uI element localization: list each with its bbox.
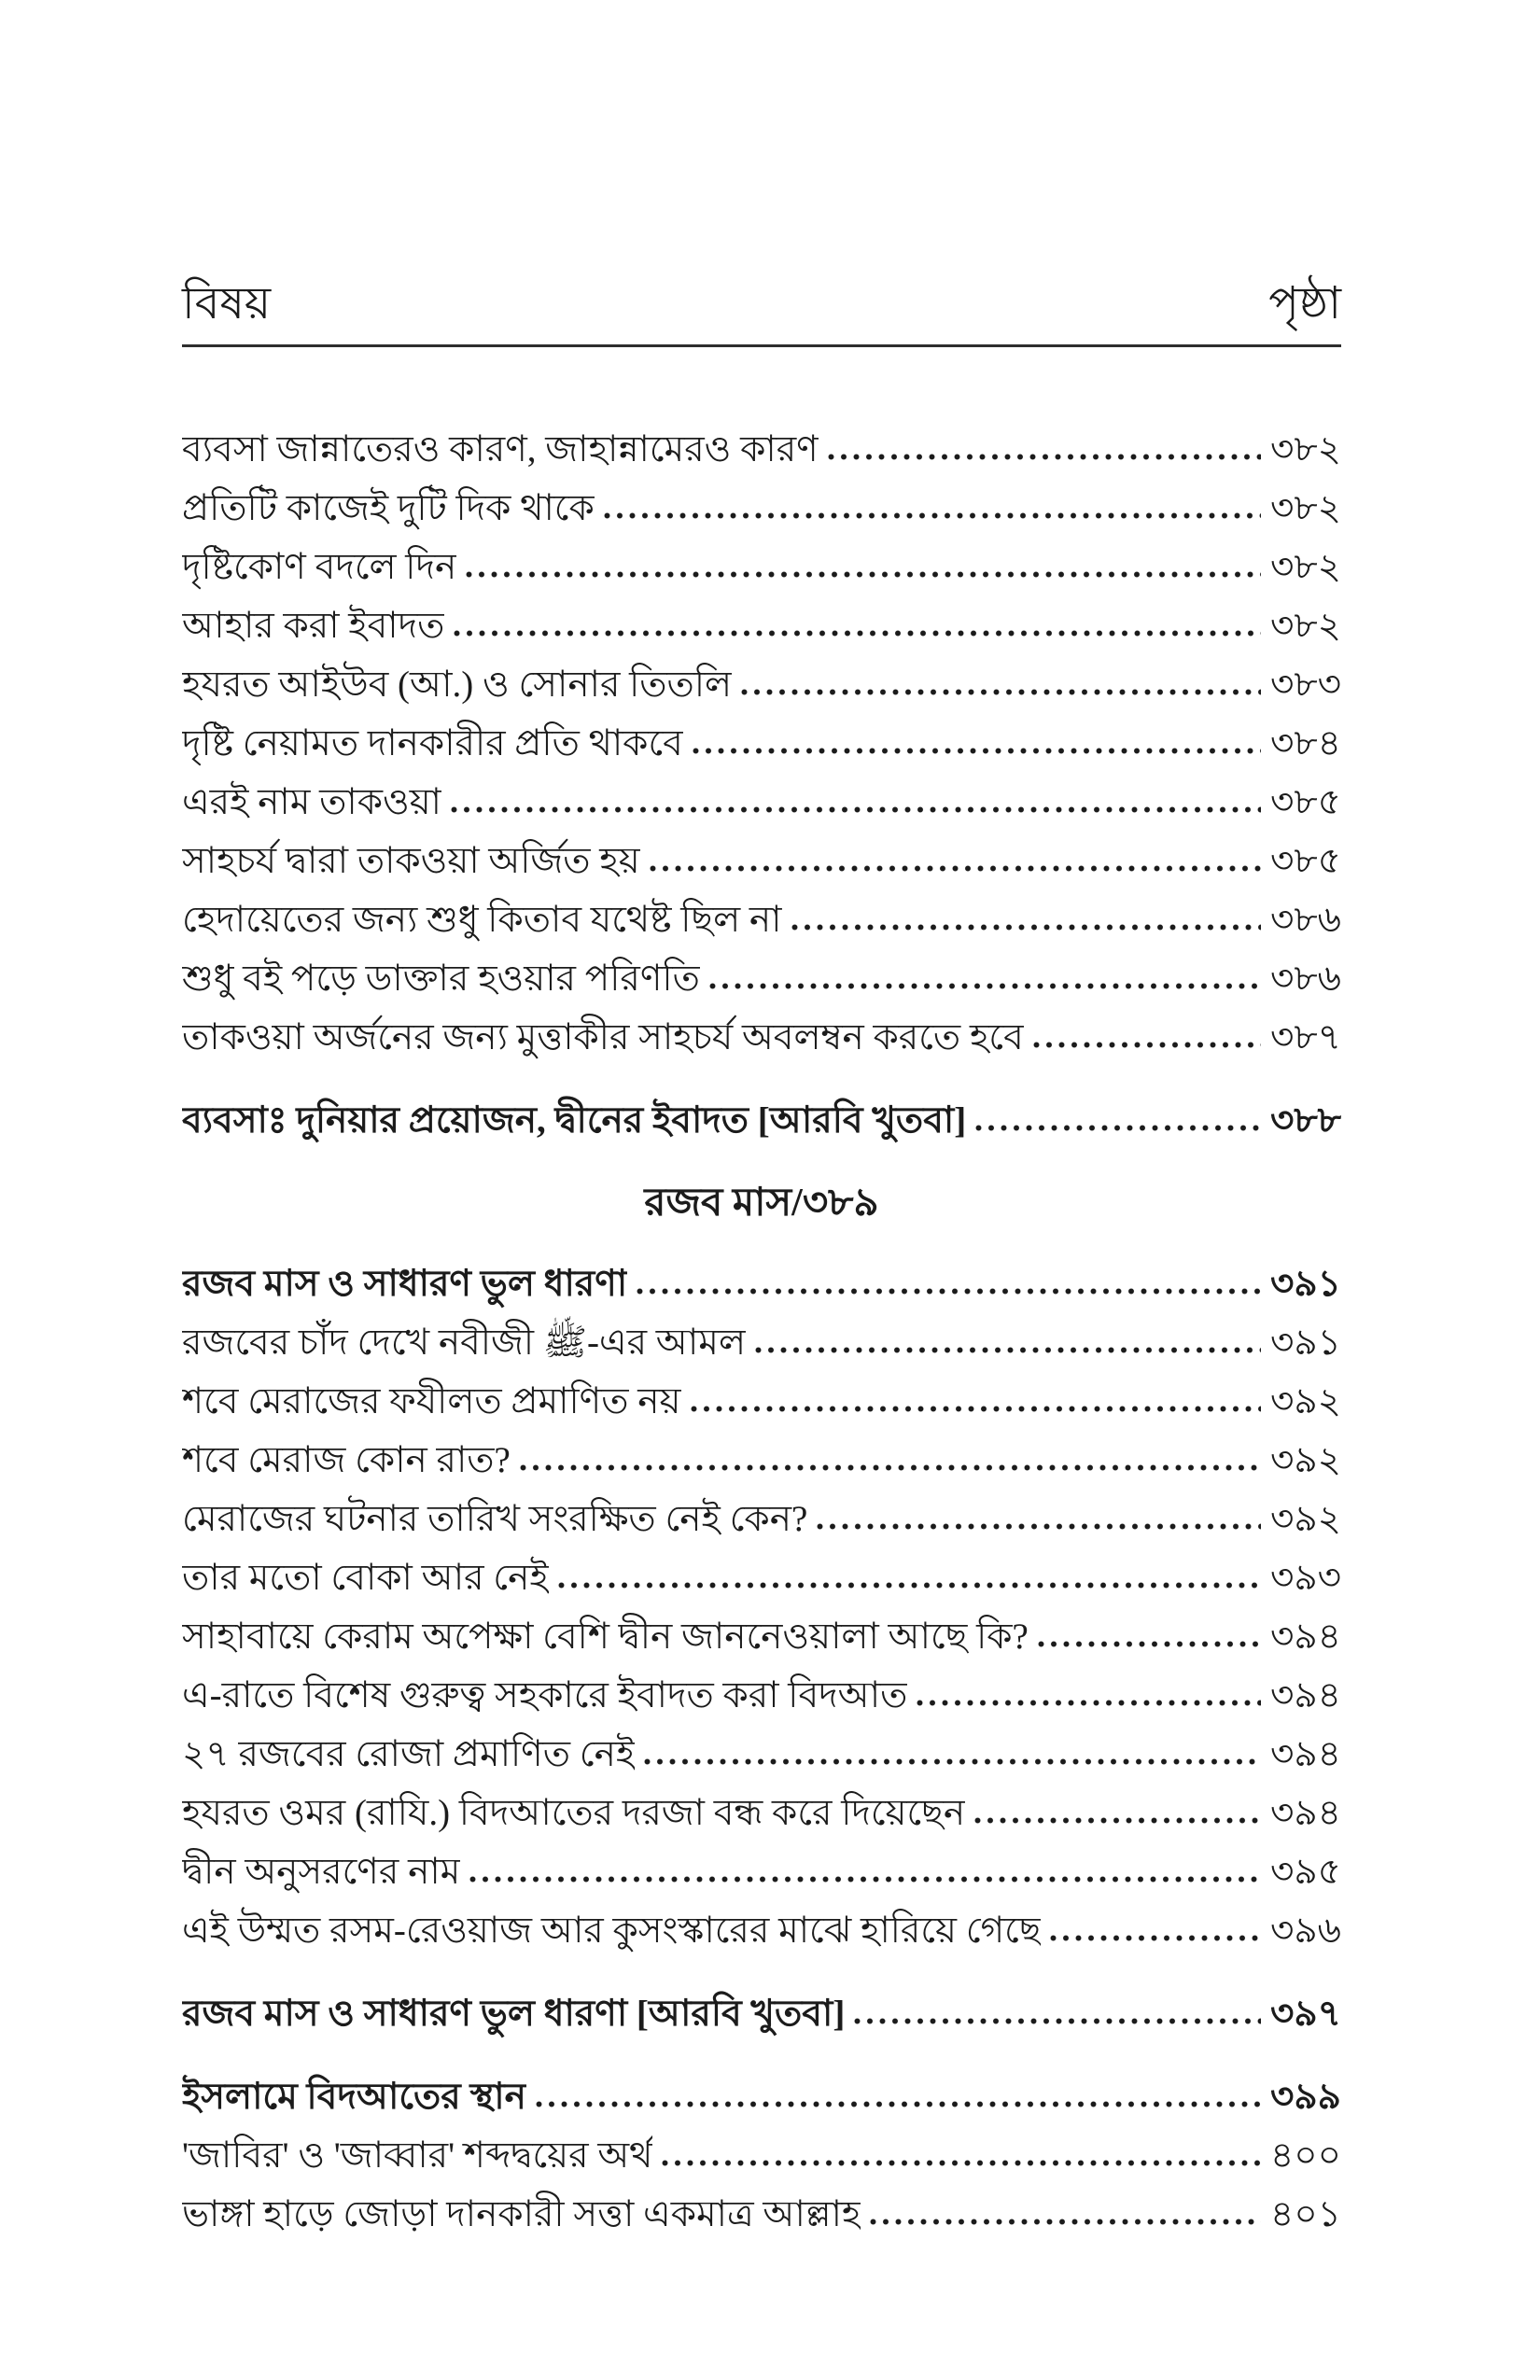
toc-entry-label: ইসলামে বিদআতের স্থান (182, 2076, 526, 2117)
dot-leader (1032, 1041, 1261, 1049)
toc-entry (182, 1254, 1341, 1313)
toc-entry-page: ৩৮৩ (1269, 664, 1341, 705)
toc-entry (182, 1431, 1341, 1490)
toc-entry-page: ৩৯২ (1269, 1439, 1341, 1480)
dot-leader (603, 511, 1261, 520)
toc-entry-page: ৩৯৫ (1270, 1851, 1341, 1892)
header-subject-label: বিষয় (182, 279, 272, 329)
toc-entry (182, 832, 1341, 890)
toc-entry-label: হযরত ওমর (রাযি.) বিদআতের দরজা বন্ধ করে দিয়েছেন (182, 1792, 966, 1833)
toc-entry-label: তার মতো বোকা আর নেই (182, 1557, 549, 1598)
toc-entry (182, 1984, 1341, 2043)
toc-entry-label: এই উম্মত রসম-রেওয়াজ আর কুসংস্কারের মাঝে হারিয়ে গেছে (182, 1910, 1042, 1951)
dot-leader (465, 570, 1261, 579)
toc-entry-page: ৩৯৪ (1270, 1792, 1341, 1833)
section-heading: রজব মাস/৩৮৯ (644, 1181, 879, 1225)
toc-entry (182, 479, 1341, 538)
toc-entry-page: ৩৯৪ (1270, 1616, 1341, 1657)
toc-entry-label: রজব মাস ও সাধারণ ভুল ধারণা [আরবি খুতবা] (182, 1993, 846, 2034)
toc-entry-label: আহার করা ইবাদত (182, 605, 445, 646)
dot-leader (1037, 1640, 1261, 1648)
toc-entry-label: হেদায়েতের জন্য শুধু কিতাব যথেষ্ট ছিল না (182, 899, 782, 940)
toc-entry (182, 1490, 1341, 1548)
toc-entry (182, 1842, 1341, 1901)
dot-leader (643, 1757, 1261, 1766)
toc-entry-page: ৪০০ (1269, 2135, 1341, 2176)
toc-entry (182, 2185, 1341, 2244)
toc-entry-page: ৩৮৬ (1269, 899, 1341, 940)
toc-entry (182, 1313, 1341, 1372)
dot-leader (453, 629, 1261, 637)
dot-leader (535, 2100, 1261, 2108)
toc-entry-label: মেরাজের ঘটনার তারিখ সংরক্ষিত নেই কেন? (182, 1498, 808, 1539)
toc-entry-page: ৩৮৫ (1270, 840, 1341, 881)
page-header (182, 280, 1341, 347)
toc-entry-label: শবে মেরাজ কোন রাত? (182, 1439, 511, 1480)
toc-entry-label: রজবের চাঁদ দেখে নবীজী ﷺ-এর আমল (182, 1322, 747, 1363)
toc-entry-label: শবে মেরাজের ফযীলত প্রমাণিত নয় (182, 1380, 681, 1421)
dot-leader (869, 2218, 1261, 2226)
dot-leader (973, 1816, 1261, 1825)
toc-entry-page: ৩৯১ (1270, 1322, 1341, 1363)
toc-entry-label: সাহচর্য দ্বারা তাকওয়া অর্জিত হয় (182, 840, 640, 881)
toc-entry-page: ৩৮৪ (1270, 722, 1341, 763)
dot-leader (690, 1405, 1261, 1413)
dot-leader (974, 1124, 1261, 1132)
toc-entry-page: ৩৮২ (1269, 605, 1341, 646)
toc-entry (182, 890, 1341, 949)
toc-entry (182, 1784, 1341, 1842)
toc-entry-page: ৩৯২ (1269, 1380, 1341, 1421)
dot-leader (649, 864, 1261, 873)
toc-entry-page: ৩৮৫ (1270, 781, 1341, 822)
dot-leader (916, 1699, 1261, 1707)
toc-entry-label: রজব মাস ও সাধারণ ভুল ধারণা (182, 1263, 628, 1304)
toc-entry (182, 2067, 1341, 2126)
toc-entry-label: এরই নাম তাকওয়া (182, 781, 441, 822)
toc-entry (182, 538, 1341, 596)
toc-entry (182, 596, 1341, 655)
toc-entry (182, 949, 1341, 1008)
toc-entry-page: ৩৮২ (1269, 428, 1341, 469)
toc-entry-page: ৩৮২ (1269, 546, 1341, 587)
toc-entry (182, 1725, 1341, 1784)
toc-entry (182, 1091, 1341, 1150)
toc-entry (182, 1607, 1341, 1666)
toc-entry-label: দৃষ্টি নেয়ামত দানকারীর প্রতি থাকবে (182, 722, 683, 763)
dot-leader (853, 2017, 1261, 2025)
dot-leader (450, 805, 1261, 814)
toc-entry-page: ৩৯১ (1270, 1263, 1341, 1304)
dot-leader (557, 1581, 1261, 1589)
toc-entry (182, 1548, 1341, 1607)
toc-entry-label: হযরত আইউব (আ.) ও সোনার তিতলি (182, 664, 733, 705)
toc-entry-page: ৩৮৭ (1269, 1016, 1341, 1057)
toc-entry (182, 2126, 1341, 2185)
toc-entry (182, 420, 1341, 479)
toc-entry (182, 1008, 1341, 1067)
dot-leader (708, 982, 1261, 990)
header-page-label: পৃষ্ঠা (1268, 279, 1341, 329)
dot-leader (791, 923, 1261, 931)
dot-leader (816, 1522, 1261, 1531)
toc-entry (182, 1372, 1341, 1431)
toc-entry-page: ৩৯৪ (1270, 1674, 1341, 1715)
toc-entry-label: দৃষ্টিকোণ বদলে দিন (182, 546, 457, 587)
dot-leader (827, 453, 1261, 461)
toc-entry (182, 1666, 1341, 1725)
toc-entry-label: প্রতিটি কাজেই দুটি দিক থাকে (182, 487, 595, 528)
toc-entry-label: দ্বীন অনুসরণের নাম (182, 1851, 461, 1892)
toc-entry-label: শুধু বই পড়ে ডাক্তার হওয়ার পরিণতি (182, 958, 700, 999)
toc-entry-page: ৪০১ (1270, 2193, 1341, 2234)
toc-entry-label: ২৭ রজবের রোজা প্রমাণিত নেই (182, 1733, 636, 1774)
toc-entry-label: 'জাবির' ও 'জাব্বার' শব্দদ্বয়ের অর্থ (182, 2135, 653, 2176)
toc-entry-page: ৩৮৬ (1269, 958, 1341, 999)
toc-entry-label: ভাঙ্গা হাড়ে জোড়া দানকারী সত্তা একমাত্র আল্লাহ (182, 2193, 861, 2234)
toc-entry-label: সাহাবায়ে কেরাম অপেক্ষা বেশি দ্বীন জাননেওয়ালা আছে কি? (182, 1616, 1029, 1657)
toc-entry-page: ৩৯৪ (1270, 1733, 1341, 1774)
dot-leader (740, 688, 1261, 696)
dot-leader (692, 747, 1261, 755)
toc-entry-page: ৩৯৭ (1269, 1993, 1341, 2034)
dot-leader (1049, 1934, 1260, 1942)
dot-leader (661, 2159, 1261, 2167)
toc-entry-page: ৩৮৮ (1270, 1099, 1341, 1141)
dot-leader (636, 1287, 1261, 1295)
toc-entry-page: ৩৯৬ (1269, 1910, 1341, 1951)
toc-entry-label: তাকওয়া অর্জনের জন্য মুত্তাকীর সাহচর্য অবলম্বন করতে হবে (182, 1016, 1024, 1057)
toc-entry-page: ৩৯৯ (1270, 2076, 1341, 2117)
dot-leader (519, 1463, 1261, 1472)
toc-entry-page: ৩৯২ (1269, 1498, 1341, 1539)
toc-entry-page: ৩৮২ (1269, 487, 1341, 528)
toc-entry-label: ব্যবসাঃ দুনিয়ার প্রয়োজন, দ্বীনের ইবাদত [আরবি খুতবা] (182, 1099, 967, 1141)
toc-entry-page: ৩৯৩ (1269, 1557, 1341, 1598)
toc-entry-label: ব্যবসা জান্নাতেরও কারণ, জাহান্নামেরও কারণ (182, 428, 819, 469)
toc-list (182, 420, 1341, 2244)
toc-entry (182, 1901, 1341, 1960)
toc-entry (182, 773, 1341, 832)
dot-leader (469, 1875, 1261, 1883)
toc-entry (182, 714, 1341, 773)
dot-leader (754, 1346, 1261, 1354)
toc-entry (182, 655, 1341, 714)
toc-entry-label: এ-রাতে বিশেষ গুরুত্ব সহকারে ইবাদত করা বিদআত (182, 1674, 908, 1715)
